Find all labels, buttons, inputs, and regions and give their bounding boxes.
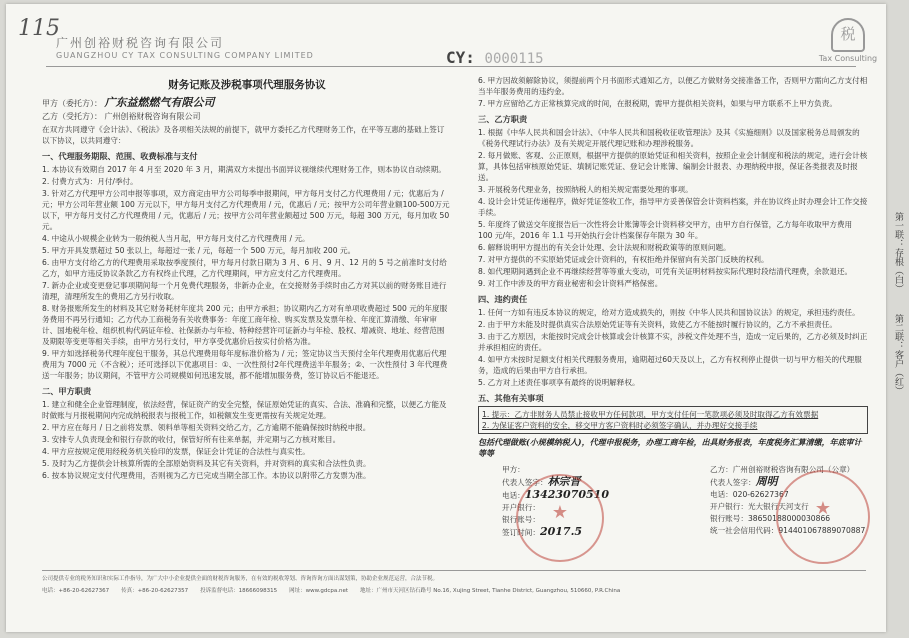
party-b-value: 广州创裕财税咨询有限公司	[104, 112, 201, 121]
sig-b-account-label: 银行账号：	[710, 514, 748, 523]
intro-paragraph: 在双方共同遵守《会计法》、《税法》及各项相关法规的前提下，就甲方委托乙方代理财务工作，在平等互惠的基础上签订以下协议，以共同遵守：	[42, 125, 445, 145]
company-name-cn: 广州创裕财税咨询有限公司	[56, 36, 225, 50]
clause: 2. 由于甲方未能及时提供真实合法原始凭证等有关资料，致使乙方不能按时履行协议的，乙方不承担责任。	[478, 320, 837, 329]
handwritten-number: 115	[18, 16, 60, 41]
clause: 3. 开展税务代理业务，按照纳税人的相关规定需要处理的事项。	[478, 185, 693, 194]
section-2-title: 二、甲方职责	[42, 386, 92, 396]
clause: 2. 甲方应在每月 / 日之前将发票、领料单等相关资料交给乙方，乙方逾期不能确保按时纳税申报。	[42, 423, 371, 432]
clause: 4. 如甲方未按时足额支付相关代理服务费用，逾期超过60天及以上，乙方有权利停止提供一切与甲方相关的代理服务，造成的后果由甲方自行承担。	[478, 355, 862, 375]
party-a-handwritten: 广东益燃燃气有限公司	[104, 96, 215, 109]
section-5-title: 五、其他有关事项	[478, 393, 544, 403]
footer-address: 地址：广州市天河区钻石路号 No.16, Xujing Street, Tianhe District, Guangzhou, 510660, P.R.China	[360, 588, 621, 594]
footer-contacts	[42, 587, 866, 596]
clause: 1. 任何一方如有违反本协议的规定，给对方造成损失的，则按《中华人民共和国协议法》的规定，承担违约责任。	[478, 308, 860, 317]
notice-box	[478, 406, 868, 434]
company-name-en: GUANGZHOU CY TAX CONSULTING COMPANY LIMITED	[56, 51, 314, 60]
clause: 2. 付费方式为：月付/季付。	[42, 177, 138, 186]
section-3-title: 三、乙方职责	[478, 114, 528, 124]
sig-a-account-label: 银行账号：	[502, 515, 540, 524]
company-seal-a	[516, 474, 604, 562]
footer-hotline: 投诉监督电话：18666098315	[200, 588, 278, 594]
clause: 3. 安排专人负责现金和银行存款的收付，保管好所有往来单据，并定期与乙方核对账目。	[42, 435, 341, 444]
company-logo	[818, 18, 878, 68]
party-b-row	[42, 111, 452, 122]
company-seal-b	[776, 470, 870, 564]
sig-b-account-value: 38650188000030866	[747, 514, 831, 523]
clause: 1. 建立和健全企业管理制度，依法经营，保证资产的安全完整，保证原始凭证的真实、合法、准确和完整，以便乙方能及时做账与月报税期间内完成纳税报表与报税工作，如税额发生变更需按有关规定处理。	[42, 400, 447, 420]
footer-tel: 电话：+86-20-62627367	[42, 588, 110, 594]
sig-b-credit-label: 统一社会信用代码：	[710, 526, 779, 535]
stub-label-2: 第二联：客户（红）	[893, 314, 903, 395]
clause: 5. 乙方对上述责任事项享有最终的说明解释权。	[478, 378, 640, 387]
clause: 7. 甲方应留给乙方正常核算完成的时间，在报税期，需甲方提供相关资料，如果与甲方联系不上甲方负责。	[478, 99, 837, 108]
footer-fax: 传真：+86-20-62627357	[121, 588, 189, 594]
sig-b-phone-value: 020-62627367	[732, 490, 789, 499]
clause: 4. 中途从小规模企业转为一般纳税人当月起，甲方每月支付乙方代理费用 / 元。	[42, 234, 310, 243]
clause: 9. 甲方如选择税务代理年度包干服务，其总代理费用每年度标准价格为 / 元；签定协议当天预付全年代理费用优惠后代理费用为 7000 元（不含税）；还可选择以下优惠项目：①、一次性预付2年代理费送半年服务；②、一次性预付 3 年代理费送一年服务；协议期间，不管甲方公司规模如何迅速发展，都不能增加服务费，签订协议后不能退还。	[42, 349, 448, 380]
logo-text: Tax Consulting	[818, 54, 878, 63]
sig-a-date-value: 2017.5	[539, 525, 583, 538]
seal-star-icon: ★	[814, 498, 832, 519]
footer-note: 公司提供专业的税务知识和实际工作指导，为广大中小企业提供全面的财税咨询服务，在有效的税收筹划、咨询咨询方面出谋划策，协助企业规范运营，合法节税。	[42, 576, 439, 582]
clause: 3. 针对乙方代理甲方公司申报等事项，双方商定由甲方公司每季申报期间，甲方每月支付乙方代理费用 / 元；优惠后为 / 元；甲方公司年营业额 100 万元以下，甲方每月支付乙方代理费用 / 元，优惠后 / 元；按甲方公司年营业额100-500万元以下，甲方每月支付乙方代理费用 / 元，优惠后 / 元；按甲方公司年营业额超过 500 万元，每超 300 万元，每月加收 50 元。	[42, 189, 450, 231]
sig-a-bank-label: 开户银行：	[502, 503, 540, 512]
clause: 8. 如代理期间遇到企业不再继续经营等等重大变动，可凭有关证明材料按实际代理时段结清代理费，余款退还。	[478, 267, 853, 276]
party-a-label: 甲方（委托方）：	[42, 99, 102, 108]
sig-b-bank-value: 光大银行天河支行	[747, 502, 809, 511]
section-1-title: 一、代理服务期限、范围、收费标准与支付	[42, 151, 198, 161]
sig-a-phone-label: 电话：	[502, 491, 525, 500]
handwritten-service-scope: 包括代理做账(小规模纳税人)，代理申报税务，办理工商年检，出具财务报表，年度税务汇算清缴，年底审计等等	[478, 437, 862, 458]
clause: 5. 年度终了做送交年度报告后一次性将会计账簿等会计资料移交甲方，由甲方自行保管，乙方每年收取甲方费用 100 元/年，2016 年 1.1 号开始执行会计档案保存年限为 30 年。	[478, 220, 853, 240]
document-sheet	[6, 4, 886, 632]
clause: 8. 财务报账所发生的材料及其它财务耗材年度共 200 元；由甲方承担；协议期内乙方对有单项收费超过 500 元的年度服务费用不再另行通知；乙方代办工商税务有关收费事务：年度工商年检、购买发票及发票年检、年度汇算清缴、年审审计、国地税年检、组织机构代码证年检、社保新办与年检、特种经营许可证新办与年检、股权、增减资、地址、经营范围及期限等变更等相关手续，由甲方另行支付，甲方享受优惠价后按实付价格为准。	[42, 304, 448, 346]
clause: 4. 设计会计凭证传递程序，做好凭证签收工作，指导甲方妥善保管会计资料档案，并在协议终止时办理会计工作交接手续。	[478, 197, 868, 217]
clause: 7. 对甲方提供的不实原始凭证或会计资料的，有权拒绝并保留向有关部门反映的权利。	[478, 255, 769, 264]
clause: 3. 由于乙方原因，未能按时完成会计核算或会计核算不实，涉税文件处理不当，造成一定后果的，乙方必须及时纠正并承担相应的责任。	[478, 332, 868, 352]
sig-a-rep-value: 林宗晋	[547, 475, 581, 488]
clause: 2. 每月做账、客观、公正原则，根据甲方提供的原始凭证和相关资料，按照企业会计制度和税法的规定，进行会计核算，具体包括审核原始凭证、填制记账凭证、登记会计账簿、编制会计报表、办理纳税申报，保证各类报表及时报送。	[478, 151, 868, 182]
section-4-title: 四、违约责任	[478, 294, 528, 304]
clause: 5. 及时为乙方提供会计核算所需的全部原始资料及其它有关资料，并对资料的真实和合法性负责。	[42, 459, 371, 468]
sig-a-rep-label: 代表人签字：	[502, 478, 548, 487]
sig-a-phone-value: 13423070510	[524, 488, 609, 501]
serial-digits: 0000115	[484, 51, 544, 67]
sig-b-party: 乙方：广州创裕财税咨询有限公司（公章）	[710, 465, 855, 474]
notice-line-1: 1. 提示：乙方非财务人员禁止接收甲方任何款项，甲方支付任何一笔款项必须及时取得乙方有效票据	[482, 410, 819, 419]
left-column	[42, 74, 452, 482]
seal-star-icon: ★	[551, 502, 569, 523]
clause: 6. 解释说明甲方提出的有关会计处理、会计法规和财税政策等的原则问题。	[478, 243, 731, 252]
clause: 6. 按本协议规定支付代理费用，否则视为乙方已完成当期全部工作。本协议以附带乙方发票为准。	[42, 471, 371, 480]
document-title: 财务记账及涉税事项代理服务协议	[168, 79, 326, 91]
sig-b-bank-label: 开户银行：	[710, 502, 748, 511]
clause: 5. 甲方开具发票超过 50 张以上，每超过一张 / 元，每超一个 500 万元，每月加收 200 元。	[42, 246, 356, 255]
logo-mark-icon: 税	[831, 18, 865, 52]
sig-a-date-label: 签订时间：	[502, 528, 540, 537]
header-divider	[46, 66, 856, 67]
sig-b-rep-label: 代表人签字：	[710, 478, 756, 487]
clause: 4. 甲方应按规定使用经税务机关验印的发票，保证会计凭证的合法性与真实性。	[42, 447, 310, 456]
notice-line-2: 2. 为保证客户资料的安全，移交甲方客户资料时必须签字确认，并办理好交接手续	[482, 421, 758, 430]
party-a-row	[42, 97, 452, 109]
party-b-label: 乙方（受托方）：	[42, 112, 102, 121]
serial-number	[446, 48, 544, 67]
clause: 1. 根据《中华人民共和国会计法》、《中华人民共和国税收征收管理法》及其《实施细则》以及国家税务总局颁发的《税务代理试行办法》及有关规定开展代理记账和办理涉税服务。	[478, 128, 860, 148]
sig-b-phone-label: 电话：	[710, 490, 733, 499]
clause: 1. 本协议有效期自 2017 年 4 月至 2020 年 3 月，期满双方未提出书面异议视继续代理财务工作，则本协议自动续期。	[42, 165, 446, 174]
footer-web: 网址：www.gdcpa.net	[289, 588, 349, 594]
clause: 6. 甲方因故须解除协议，须提前两个月书面形式通知乙方，以便乙方做财务交接准备工作，否则甲方需向乙方支付相当半年服务费用的违约金。	[478, 76, 868, 96]
sig-a-party: 甲方：	[502, 465, 525, 474]
page-footer	[42, 570, 866, 596]
sig-b-rep-value: 周明	[755, 475, 778, 488]
clause: 6. 由甲方支付给乙方的代理费用采取按季度预付，甲方每月付款日期为 3 月、6 月、9 月、12 月的 5 号之前准时支付给乙方，如甲方违反协议条款乙方有权终止代理，乙方代理期间，甲方应支付乙方代理费用。	[42, 258, 447, 278]
sig-b-credit-value: 914401067889070887	[778, 526, 866, 535]
right-column	[478, 74, 868, 459]
clause: 9. 对工作中涉及的甲方商业秘密和会计资料严格保密。	[478, 279, 663, 288]
serial-prefix: CY:	[446, 48, 475, 67]
stub-label-1: 第一联：存根（白）	[893, 212, 903, 293]
clause: 7. 新办企业或变更登记事项期间每一个月免费代理服务，非新办企业，在交接财务手续时由乙方对其以前的财务账目进行清理，清理所发生的费用乙方另行收取。	[42, 281, 447, 301]
